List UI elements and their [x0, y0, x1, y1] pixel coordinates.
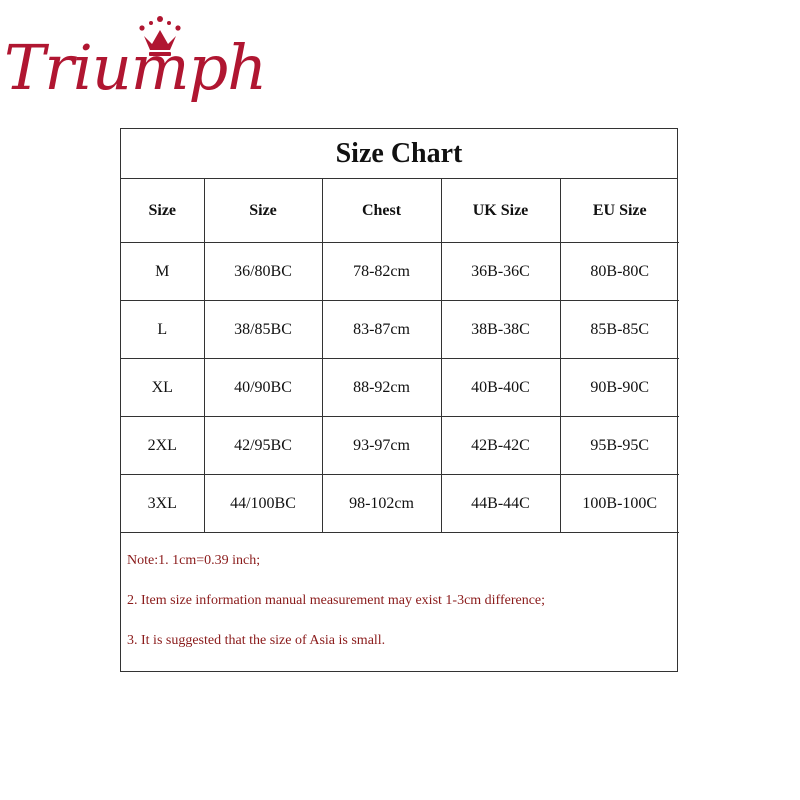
note-1: Note:1. 1cm=0.39 inch;	[127, 553, 261, 568]
table-cell: 80B-80C	[560, 243, 679, 301]
size-chart	[120, 128, 678, 672]
table-row	[121, 475, 679, 533]
table-cell: 44B-44C	[441, 475, 560, 533]
table-cell: 93-97cm	[322, 417, 441, 475]
header-row	[121, 179, 679, 243]
note-3: 3. It is suggested that the size of Asia is small.	[127, 633, 386, 648]
col-header-size-label: Size	[121, 179, 204, 243]
table-row	[121, 301, 679, 359]
table-row	[121, 417, 679, 475]
table-cell: 85B-85C	[560, 301, 679, 359]
col-header-eu-size: EU Size	[560, 179, 679, 243]
col-header-size: Size	[204, 179, 322, 243]
table-cell: M	[121, 243, 204, 301]
table-cell: 78-82cm	[322, 243, 441, 301]
table-cell: 38/85BC	[204, 301, 322, 359]
table-row	[121, 359, 679, 417]
table-cell: 38B-38C	[441, 301, 560, 359]
table-cell: 42B-42C	[441, 417, 560, 475]
table-cell: 40/90BC	[204, 359, 322, 417]
chart-title: Size Chart	[121, 129, 677, 179]
table-cell: XL	[121, 359, 204, 417]
col-header-uk-size: UK Size	[441, 179, 560, 243]
table-cell: 36B-36C	[441, 243, 560, 301]
table-cell: 42/95BC	[204, 417, 322, 475]
table-cell: 95B-95C	[560, 417, 679, 475]
size-table	[121, 179, 679, 533]
table-cell: 3XL	[121, 475, 204, 533]
table-cell: 88-92cm	[322, 359, 441, 417]
triumph-logo	[4, 6, 267, 124]
table-cell: 100B-100C	[560, 475, 679, 533]
table-cell: 44/100BC	[204, 475, 322, 533]
notes-section	[121, 541, 677, 661]
table-cell: 36/80BC	[204, 243, 322, 301]
table-cell: 83-87cm	[322, 301, 441, 359]
table-row	[121, 243, 679, 301]
table-cell: 2XL	[121, 417, 204, 475]
note-2: 2. Item size information manual measurement may exist 1-3cm difference;	[127, 593, 546, 608]
table-cell: 98-102cm	[322, 475, 441, 533]
table-cell: 90B-90C	[560, 359, 679, 417]
col-header-chest: Chest	[322, 179, 441, 243]
table-cell: 40B-40C	[441, 359, 560, 417]
logo-wordmark: Triumph	[4, 31, 267, 104]
table-cell: L	[121, 301, 204, 359]
